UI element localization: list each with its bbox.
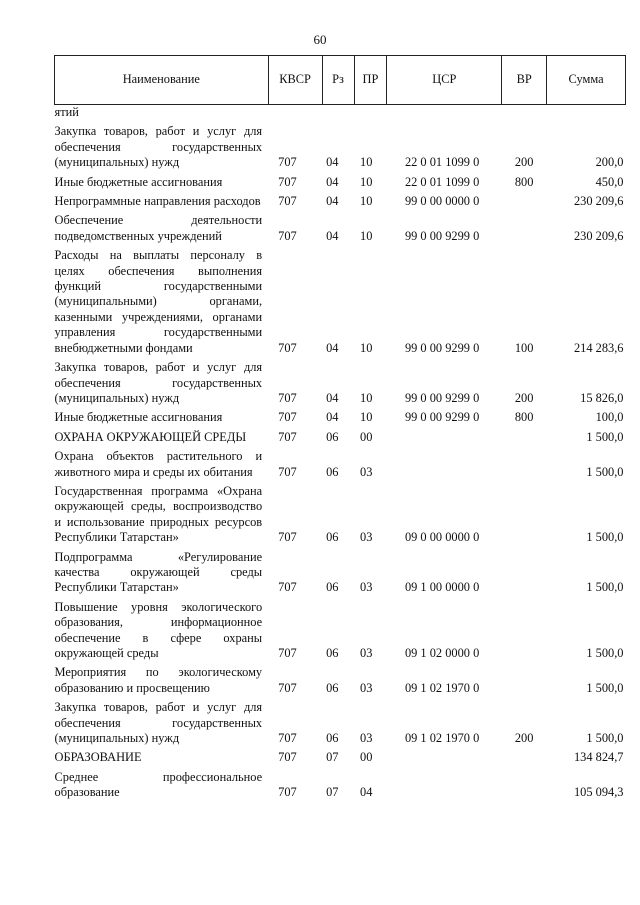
table-row (55, 358, 626, 408)
cell-rz: 04 (326, 410, 339, 425)
table-header (55, 56, 626, 105)
cell-csr: 09 0 00 0000 0 (404, 530, 480, 545)
cell-kvsr: 707 (278, 194, 297, 209)
cell-kvsr: 707 (278, 580, 297, 595)
cell-sum: 1 500,0 (586, 580, 624, 595)
cell-sum: 450,0 (595, 174, 624, 189)
table-row (55, 768, 626, 803)
cell-name: Закупка товаров, работ и услуг для обеспечения государственных (муниципальных) нужд (54, 124, 263, 170)
cell-name: Среднее профессиональное образование (54, 769, 263, 800)
table-row (55, 698, 626, 748)
cell-kvsr: 707 (278, 228, 297, 243)
column-header-rz: Рз (322, 56, 354, 105)
cell-csr: 99 0 00 9299 0 (404, 410, 480, 425)
table-row (55, 105, 626, 123)
cell-pr: 00 (360, 429, 373, 444)
table-row (55, 211, 626, 246)
cell-name: Иные бюджетные ассигнования (54, 410, 223, 425)
cell-kvsr: 707 (278, 429, 297, 444)
cell-pr: 10 (360, 174, 373, 189)
cell-name: Повышение уровня экологического образования, информационное обеспечение в сфере охраны окружающей среды (54, 599, 263, 660)
cell-pr: 10 (360, 155, 373, 170)
cell-sum: 134 824,7 (573, 750, 624, 765)
cell-rz: 04 (326, 155, 339, 170)
cell-sum: 100,0 (595, 410, 624, 425)
cell-pr: 04 (360, 785, 373, 800)
cell-vr (502, 447, 547, 482)
cell-kvsr: 707 (278, 464, 297, 479)
cell-vr: 200 (514, 731, 534, 746)
cell-rz: 04 (326, 228, 339, 243)
cell-rz: 06 (326, 429, 339, 444)
table-row (55, 548, 626, 598)
cell-name: ОБРАЗОВАНИЕ (54, 750, 142, 765)
table-row (55, 192, 626, 211)
cell-vr: 800 (514, 410, 534, 425)
cell-pr: 10 (360, 194, 373, 209)
cell-sum: 200,0 (595, 155, 624, 170)
cell-csr (387, 748, 502, 767)
cell-name: Подпрограмма «Регулирование качества окружающей среды Республики Татарстан» (54, 549, 263, 595)
cell-sum: 230 209,6 (573, 228, 624, 243)
cell-pr: 03 (360, 530, 373, 545)
cell-name: ОХРАНА ОКРУЖАЮЩЕЙ СРЕДЫ (54, 429, 247, 444)
cell-pr: 03 (360, 680, 373, 695)
cell-vr (502, 598, 547, 664)
table-row (55, 447, 626, 482)
column-header-kvsr: КВСР (268, 56, 322, 105)
cell-csr: 09 1 02 0000 0 (404, 646, 480, 660)
cell-rz: 06 (326, 580, 339, 595)
cell-kvsr: 707 (278, 390, 297, 405)
cell-vr: 200 (514, 390, 534, 405)
cell-name: Охрана объектов растительного и животного мира и среды их обитания (54, 449, 263, 479)
cell-vr (502, 428, 547, 447)
cell-rz: 04 (326, 390, 339, 405)
cell-sum: 1 500,0 (586, 464, 624, 479)
cell-csr: 09 1 00 0000 0 (404, 580, 480, 595)
table-row (55, 748, 626, 767)
cell-kvsr: 707 (278, 410, 297, 425)
cell-pr: 10 (360, 228, 373, 243)
column-header-vr: ВР (502, 56, 547, 105)
cell-vr (502, 211, 547, 246)
cell-pr (354, 105, 387, 123)
column-header-pr: ПР (354, 56, 387, 105)
cell-vr (502, 663, 547, 698)
table-row (55, 598, 626, 664)
cell-csr: 09 1 02 1970 0 (404, 731, 480, 746)
cell-pr: 03 (360, 646, 373, 660)
table-row (55, 122, 626, 172)
cell-csr (387, 447, 502, 482)
cell-rz: 06 (326, 464, 339, 479)
cell-name: Расходы на выплаты персоналу в целях обеспечения выполнения функций государственными (муниципальными) органами, казенными учреждениями, органами управления государственными внебюджетными фондами (54, 248, 263, 355)
cell-csr: 99 0 00 9299 0 (404, 340, 480, 355)
cell-name: Иные бюджетные ассигнования (54, 174, 223, 189)
cell-pr: 10 (360, 340, 373, 355)
cell-pr: 03 (360, 580, 373, 595)
cell-kvsr: 707 (278, 530, 297, 545)
cell-rz: 06 (326, 731, 339, 746)
cell-sum: 1 500,0 (586, 731, 624, 746)
cell-sum: 230 209,6 (573, 194, 624, 209)
cell-rz: 04 (326, 194, 339, 209)
cell-csr (387, 768, 502, 803)
table-row (55, 246, 626, 358)
cell-kvsr: 707 (278, 155, 297, 170)
cell-rz: 06 (326, 530, 339, 545)
cell-csr: 99 0 00 9299 0 (404, 228, 480, 243)
cell-pr: 00 (360, 750, 373, 765)
cell-name: Закупка товаров, работ и услуг для обеспечения государственных (муниципальных) нужд (54, 360, 263, 405)
cell-csr: 99 0 00 0000 0 (404, 194, 480, 209)
cell-kvsr: 707 (278, 750, 297, 765)
table-body (55, 105, 626, 803)
cell-vr: 100 (514, 340, 534, 355)
cell-vr: 200 (514, 155, 534, 170)
cell-sum: 15 826,0 (580, 390, 624, 405)
cell-rz: 07 (326, 750, 339, 765)
cell-vr (502, 748, 547, 767)
cell-sum (547, 105, 626, 123)
cell-name: Мероприятия по экологическому образованию и просвещению (54, 665, 263, 695)
cell-kvsr: 707 (278, 680, 297, 695)
cell-vr: 800 (514, 174, 534, 189)
cell-sum: 1 500,0 (586, 646, 624, 660)
cell-pr: 10 (360, 410, 373, 425)
budget-table (54, 55, 626, 803)
cell-rz (322, 105, 354, 123)
cell-rz: 04 (326, 174, 339, 189)
cell-kvsr: 707 (278, 174, 297, 189)
cell-sum: 105 094,3 (573, 785, 624, 800)
cell-rz: 06 (326, 680, 339, 695)
cell-pr: 10 (360, 390, 373, 405)
cell-name: Непрограммные направления расходов (54, 194, 261, 209)
table-row (55, 663, 626, 698)
cell-rz: 04 (326, 340, 339, 355)
cell-csr: 99 0 00 9299 0 (404, 390, 480, 405)
cell-pr: 03 (360, 731, 373, 746)
cell-sum: 1 500,0 (586, 429, 624, 444)
cell-vr (502, 192, 547, 211)
cell-vr (502, 105, 547, 123)
cell-csr: 09 1 02 1970 0 (404, 680, 480, 695)
cell-kvsr (268, 105, 322, 123)
cell-name: Обеспечение деятельности подведомственных учреждений (54, 213, 263, 243)
cell-pr: 03 (360, 464, 373, 479)
table-row (55, 428, 626, 447)
cell-kvsr: 707 (278, 785, 297, 800)
cell-name: Государственная программа «Охрана окружающей среды, воспроизводство и использование природных ресурсов Республики Татарстан» (54, 483, 263, 545)
cell-name: Закупка товаров, работ и услуг для обеспечения государственных (муниципальных) нужд (54, 700, 263, 746)
cell-csr: 22 0 01 1099 0 (404, 174, 480, 189)
cell-sum: 1 500,0 (586, 530, 624, 545)
table-row (55, 482, 626, 548)
column-header-name: Наименование (55, 56, 269, 105)
table-row (55, 408, 626, 427)
cell-kvsr: 707 (278, 646, 297, 660)
column-header-csr: ЦСР (387, 56, 502, 105)
page-number: 60 (313, 32, 327, 47)
cell-sum: 214 283,6 (573, 340, 624, 355)
cell-vr (502, 768, 547, 803)
cell-kvsr: 707 (278, 731, 297, 746)
cell-kvsr: 707 (278, 340, 297, 355)
cell-sum: 1 500,0 (586, 680, 624, 695)
cell-csr (387, 105, 502, 123)
cell-csr (387, 428, 502, 447)
table-row (55, 173, 626, 192)
column-header-sum: Сумма (547, 56, 626, 105)
cell-name: ятий (54, 105, 79, 119)
cell-vr (502, 548, 547, 598)
cell-csr: 22 0 01 1099 0 (404, 155, 480, 170)
cell-vr (502, 482, 547, 548)
cell-rz: 07 (326, 785, 339, 800)
cell-rz: 06 (326, 646, 339, 660)
